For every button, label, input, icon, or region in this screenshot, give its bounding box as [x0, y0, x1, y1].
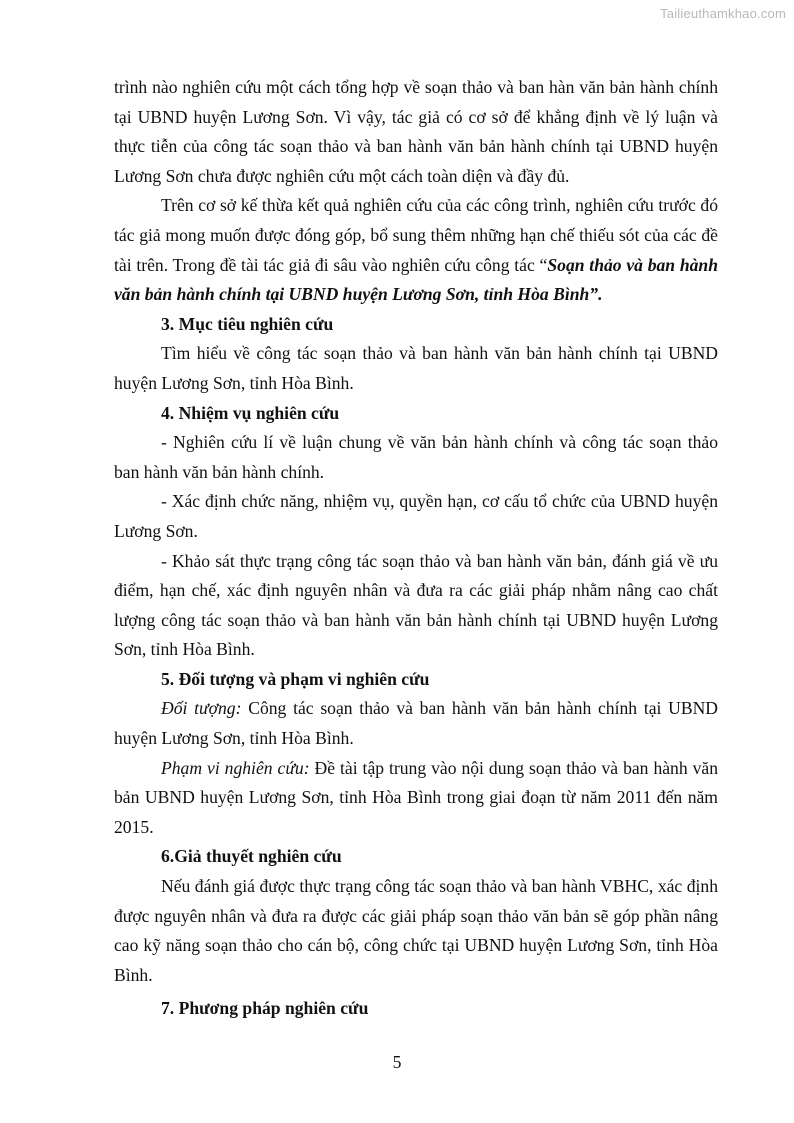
- text-scope: Đề tài tập trung vào nội dung soạn thảo và ban hành văn bản UBND huyện Lương Sơn, tỉnh Hòa Bình trong giai đoạn từ năm 2011 đến năm 2015.: [114, 757, 718, 837]
- paragraph-hypothesis: Nếu đánh giá được thực trạng công tác soạn thảo và ban hành VBHC, xác định được nguyên nhân và đưa ra được các giải pháp soạn thảo văn bản sẽ góp phần nâng cao kỹ năng soạn thảo cho cán bộ, công chức tại UBND huyện Lương Sơn, tỉnh Hòa Bình.: [114, 876, 718, 985]
- paragraph-research-basis-text: Trên cơ sở kế thừa kết quả nghiên cứu của các công trình, nghiên cứu trước đó tác giả mong muốn được đóng góp, bổ sung thêm những hạn chế thiếu sót của các đề tài trên. Trong đề tài tác giả đi sâu vào nghiên cứu công tác “: [114, 195, 718, 275]
- paragraph-intro-continuation: trình nào nghiên cứu một cách tổng hợp về soạn thảo và ban hàn văn bản hành chính tại UBND huyện Lương Sơn. Vì vậy, tác giả có cơ sở để khẳng định về lý luận và thực tiễn của công tác soạn thảo và ban hành văn bản hành chính tại UBND huyện Lương Sơn chưa được nghiên cứu một cách toàn diện và đầy đủ.: [114, 77, 718, 186]
- list-item-task-1: - Nghiên cứu lí về luận chung về văn bản hành chính và công tác soạn thảo ban hành văn bản hành chính.: [114, 432, 718, 482]
- watermark: Tailieuthamkhao.com: [660, 6, 786, 21]
- thesis-title: Soạn thảo và ban hành văn bản hành chính tại UBND huyện Lương Sơn, tỉnh Hòa Bình”.: [114, 254, 718, 305]
- heading-subject-scope: 5. Đối tượng và phạm vi nghiên cứu: [161, 668, 430, 689]
- label-scope: Phạm vi nghiên cứu:: [161, 757, 310, 778]
- document-body: [114, 73, 718, 1024]
- paragraph-scope: [114, 754, 718, 843]
- heading-research-tasks: 4. Nhiệm vụ nghiên cứu: [161, 402, 340, 423]
- heading-research-methods: 7. Phương pháp nghiên cứu: [161, 998, 369, 1019]
- heading-hypothesis: 6.Giả thuyết nghiên cứu: [161, 846, 342, 867]
- paragraph-subject: [114, 694, 718, 753]
- page-number: 5: [392, 1052, 402, 1072]
- heading-research-objective: 3. Mục tiêu nghiên cứu: [161, 313, 334, 334]
- paragraph-research-objective: Tìm hiểu về công tác soạn thảo và ban hành văn bản hành chính tại UBND huyện Lương Sơn, tỉnh Hòa Bình.: [114, 343, 718, 393]
- paragraph-research-basis: [114, 191, 718, 309]
- text-subject: Công tác soạn thảo và ban hành văn bản hành chính tại UBND huyện Lương Sơn, tỉnh Hòa Bình.: [114, 698, 718, 749]
- list-item-task-3: - Khảo sát thực trạng công tác soạn thảo và ban hành văn bản, đánh giá về ưu điểm, hạn chế, xác định nguyên nhân và đưa ra các giải pháp nhằm nâng cao chất lượng công tác soạn thảo và ban hành văn bản hành chính tại UBND huyện Lương Sơn, tỉnh Hòa Bình.: [114, 550, 718, 660]
- label-subject: Đối tượng:: [161, 698, 242, 719]
- list-item-task-2: - Xác định chức năng, nhiệm vụ, quyền hạn, cơ cấu tổ chức của UBND huyện Lương Sơn.: [114, 491, 718, 541]
